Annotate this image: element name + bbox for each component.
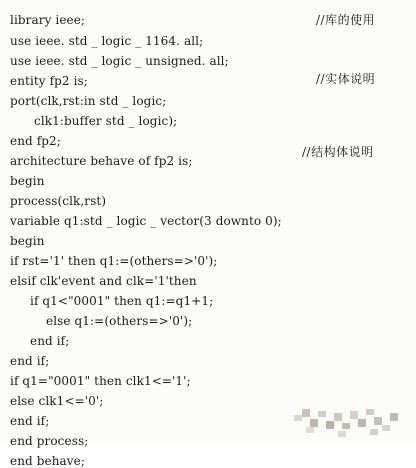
code-line: variable q1:std _ logic _ vector(3 downto 0); [10, 214, 282, 228]
code-line: clk1:buffer std _ logic); [34, 114, 178, 128]
comment-architecture: //结构体说明 [302, 145, 374, 159]
code-line: port(clk,rst:in std _ logic; [10, 94, 167, 108]
code-line: end if; [30, 334, 70, 348]
code-line: end process; [10, 434, 89, 448]
code-line: begin [10, 174, 45, 188]
code-line: entity fp2 is; [10, 74, 88, 88]
code-line: if q1="0001" then clk1<='1'; [10, 374, 191, 388]
code-line: library ieee; [10, 13, 86, 27]
comment-library: //库的使用 [316, 13, 376, 27]
code-line: else clk1<='0'; [10, 394, 104, 408]
code-line: architecture behave of fp2 is; [10, 154, 193, 168]
code-line: end if; [10, 354, 50, 368]
code-line: if q1<"0001" then q1:=q1+1; [30, 294, 214, 308]
code-line: end fp2; [10, 134, 61, 148]
code-line: begin [10, 234, 45, 248]
code-line: use ieee. std _ logic _ 1164. all; [10, 34, 204, 48]
code-line: use ieee. std _ logic _ unsigned. all; [10, 54, 229, 68]
code-line: if rst='1' then q1:=(others=>'0'); [10, 254, 218, 268]
code-line: end behave; [10, 454, 86, 468]
watermark-mosaic [292, 405, 402, 441]
code-line: else q1:=(others=>'0'); [46, 314, 193, 328]
code-line: elsif clk'event and clk='1'then [10, 274, 197, 288]
code-line: process(clk,rst) [10, 194, 107, 208]
comment-entity: //实体说明 [316, 72, 376, 86]
code-line: end if; [10, 414, 50, 428]
